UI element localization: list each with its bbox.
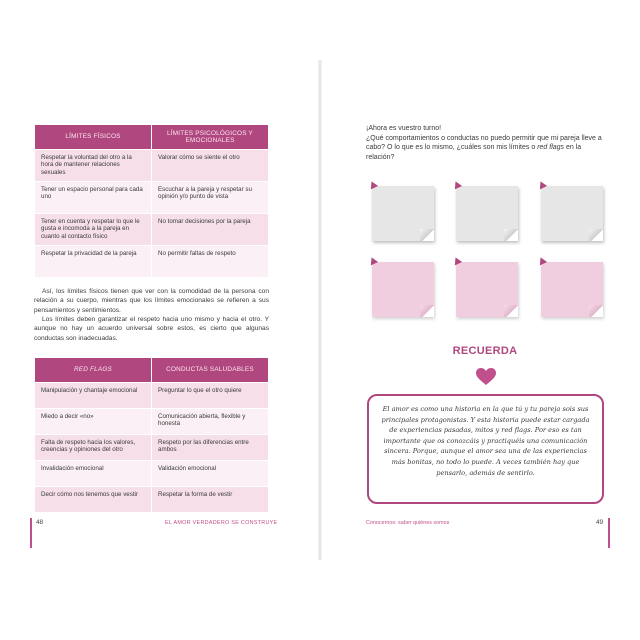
recuerda-heading: RECUERDA: [452, 345, 518, 357]
prompt-heading: ¡Ahora es vuestro turno!: [366, 125, 442, 132]
table-header: LÍMITES PSICOLÓGICOS Y EMOCIONALES: [152, 125, 269, 150]
table-cell: Comunicación abierta, flexible y honesta: [152, 409, 269, 435]
body-paragraph: Los límites deben garantizar el respeto hacia uno mismo y hacia el otro. Y aunque no hay un acuerdo universal sobre estos, es cierto que algunas conductas son inadecuadas.: [34, 316, 269, 342]
sticky-note-pink[interactable]: [456, 262, 518, 317]
prompt-italic: red flags: [537, 144, 565, 152]
table-row: [35, 383, 269, 409]
table-cell: Validación emocional: [152, 461, 269, 487]
table-cell: Invalidación emocional: [35, 461, 152, 487]
table-cell: Escuchar a la pareja y respetar su opinión y/o punto de vista: [152, 182, 269, 214]
running-title-left: EL AMOR VERDADERO SE CONSTRUYE: [165, 520, 278, 526]
red-flags-table: [34, 357, 269, 513]
book-gutter: [318, 60, 322, 560]
table-cell: No permitir faltas de respeto: [152, 246, 269, 278]
table-row: [35, 182, 269, 214]
table-row: [35, 487, 269, 513]
table-row: [35, 409, 269, 435]
table-row: [35, 435, 269, 461]
footer-rule-left: [30, 518, 32, 548]
table-row: [35, 150, 269, 182]
sticky-note-grey[interactable]: [372, 186, 434, 241]
table-header: CONDUCTAS SALUDABLES: [152, 358, 269, 383]
quote-text: El amor es como una historia en la que tú y tu pareja sois sus principales protagonistas. Y esta historia puede estar cargada de experiencias pasadas, mitos y red flags. Por eso es tan importante que os conozcáis y practiquéis una comunicación sincera. Porque, aunque el amor sea una de las experiencias más bonitas, no todo lo puede. A veces también hay que pensarlo, además de sentirlo.: [381, 405, 590, 477]
table-row: [35, 461, 269, 487]
body-paragraph: Así, los límites físicos tienen que ver con la comodidad de la persona con relación a su cuerpo, mientras que los límites emocionales se refieren a sus pensamientos y sentimientos.: [34, 288, 269, 314]
table-cell: Respetar la voluntad del otro a la hora de mantener relaciones sexuales: [35, 150, 152, 182]
table-cell: Falta de respeto hacia los valores, creencias y opiniones del otro: [35, 435, 152, 461]
prompt-question: ¿Qué comportamientos o conductas no puedo permitir que mi pareja lleve a cabo? O lo que es lo mismo, ¿cuáles son mis límites o: [366, 134, 602, 152]
table-cell: Valorar cómo se siente el otro: [152, 150, 269, 182]
table-header: RED FLAGS: [35, 358, 152, 383]
footer-rule-right: [608, 518, 610, 548]
table-cell: Respetar la forma de vestir: [152, 487, 269, 513]
activity-prompt: [366, 124, 611, 162]
table-cell: Manipulación y chantaje emocional: [35, 383, 152, 409]
table-row: [35, 214, 269, 246]
table-cell: Tener en cuenta y respetar lo que le gusta e incomoda a la pareja en cuanto al contacto físico: [35, 214, 152, 246]
table-row: [35, 246, 269, 278]
heart-icon: [476, 368, 496, 386]
table-cell: Respeto por las diferencias entre ambos: [152, 435, 269, 461]
table-cell: Preguntar lo que el otro quiere: [152, 383, 269, 409]
table-cell: Tener un espacio personal para cada uno: [35, 182, 152, 214]
sticky-note-pink[interactable]: [372, 262, 434, 317]
table-cell: Decir cómo nos tenemos que vestir: [35, 487, 152, 513]
sticky-note-grey[interactable]: [456, 186, 518, 241]
limits-table: [34, 124, 269, 278]
quote-box: [367, 394, 604, 504]
page-number-left: 48: [36, 519, 44, 526]
table-header: LÍMITES FÍSICOS: [35, 125, 152, 150]
prompt-question-end: en la relación?: [366, 144, 582, 161]
sticky-note-pink[interactable]: [541, 262, 603, 317]
table-cell: Respetar la privacidad de la pareja: [35, 246, 152, 278]
page-number-right: 49: [596, 519, 604, 526]
running-title-right: Conocernos: saber quiénes somos: [366, 520, 450, 526]
sticky-note-grey[interactable]: [541, 186, 603, 241]
table-cell: No tomar decisiones por la pareja: [152, 214, 269, 246]
table-cell: Miedo a decir «no»: [35, 409, 152, 435]
